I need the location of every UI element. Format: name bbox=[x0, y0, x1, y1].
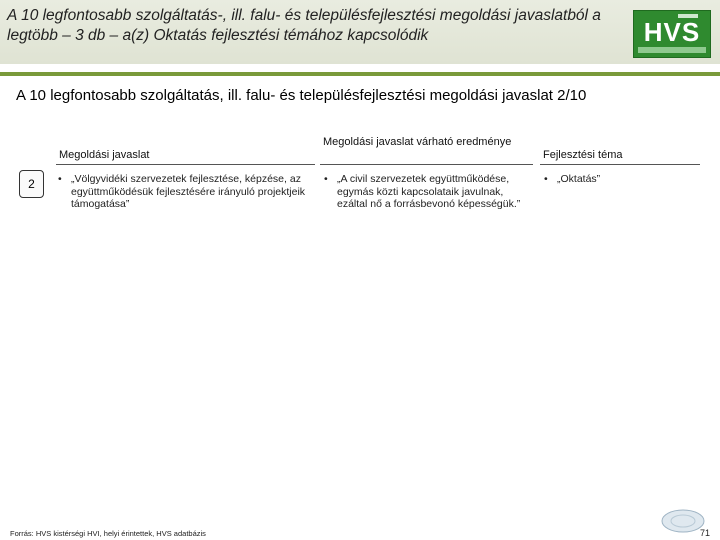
page-number: 71 bbox=[700, 528, 711, 538]
column-header-topic: Fejlesztési téma bbox=[543, 149, 623, 161]
header-title: A 10 legfontosabb szolgáltatás-, ill. falu- és településfejlesztési megoldási javaslatból a legtöbb – 3 db – a(z) Oktatás fejlesztési témához kapcsolódik bbox=[7, 7, 601, 44]
header-underline-proposal bbox=[56, 164, 315, 165]
bullet-icon: • bbox=[544, 173, 548, 185]
bullet-icon: • bbox=[58, 173, 62, 185]
bullet-icon: • bbox=[324, 173, 328, 185]
row-number-badge: 2 bbox=[19, 170, 44, 198]
outcome-text: „A civil szervezetek együttműködése, egymás közti kapcsolataik javulnak, ezáltal nő a forrásbevonó képességük.” bbox=[337, 173, 521, 210]
page-subtitle: A 10 legfontosabb szolgáltatás, ill. falu- és településfejlesztési megoldási javaslat 2/10 bbox=[16, 87, 587, 104]
header-underline-outcome bbox=[320, 164, 533, 165]
proposal-text: „Völgyvidéki szervezetek fejlesztése, képzése, az együttműködésük fejlesztésére irányuló projektjeik támogatása” bbox=[71, 173, 306, 210]
header-underline-topic bbox=[540, 164, 700, 165]
outcome-cell bbox=[324, 173, 536, 211]
logo-text: HVS bbox=[643, 17, 701, 47]
topic-text: „Oktatás” bbox=[557, 173, 601, 185]
proposal-cell bbox=[58, 173, 320, 211]
header-divider bbox=[0, 72, 720, 76]
header-bar bbox=[0, 0, 720, 64]
column-header-proposal: Megoldási javaslat bbox=[59, 149, 150, 161]
source-note: Forrás: HVS kistérségi HVI, helyi érintettek, HVS adatbázis bbox=[10, 529, 206, 538]
topic-cell bbox=[544, 173, 694, 186]
hvs-logo bbox=[633, 10, 711, 58]
logo-strip bbox=[638, 47, 706, 53]
column-header-outcome: Megoldási javaslat várható eredménye bbox=[323, 136, 512, 148]
